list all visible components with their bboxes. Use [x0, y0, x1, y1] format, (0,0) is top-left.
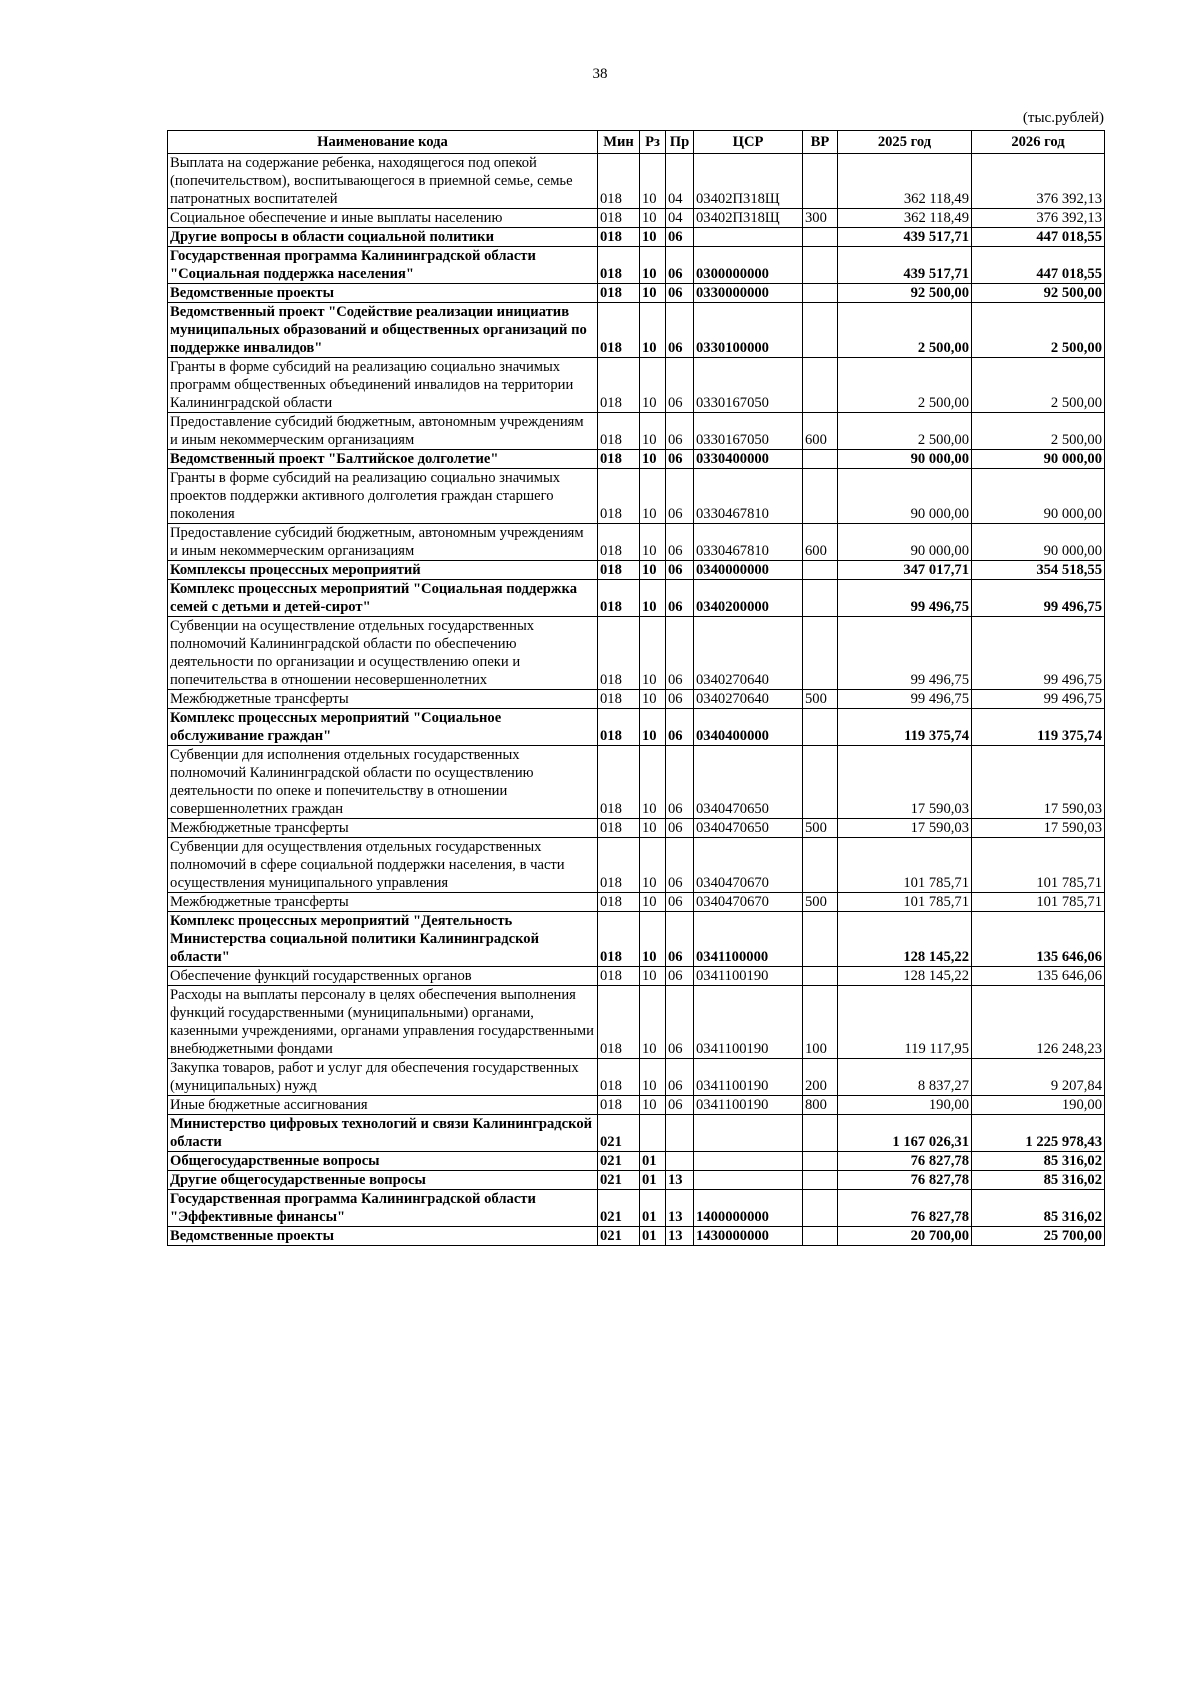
- cell-pr: 13: [666, 1227, 694, 1246]
- cell-2025: 119 375,74: [838, 709, 972, 746]
- cell-vr: [803, 450, 838, 469]
- cell-csr: [694, 228, 803, 247]
- cell-min: 018: [598, 247, 640, 284]
- cell-min: 018: [598, 209, 640, 228]
- cell-min: 018: [598, 617, 640, 690]
- cell-pr: 06: [666, 561, 694, 580]
- cell-2026: 190,00: [972, 1096, 1105, 1115]
- cell-2026: 99 496,75: [972, 690, 1105, 709]
- cell-2026: 92 500,00: [972, 284, 1105, 303]
- cell-2026: 447 018,55: [972, 247, 1105, 284]
- table-row: [168, 154, 1105, 209]
- cell-2026: 135 646,06: [972, 967, 1105, 986]
- cell-2025: 101 785,71: [838, 893, 972, 912]
- cell-csr: 0340200000: [694, 580, 803, 617]
- cell-vr: [803, 838, 838, 893]
- cell-pr: [666, 1115, 694, 1152]
- table-row: [168, 580, 1105, 617]
- cell-rz: 10: [640, 561, 666, 580]
- cell-name: Расходы на выплаты персоналу в целях обеспечения выполнения функций государственными (муниципальными) органами, казенными учреждениями, органами управления государственными внебюджетными фондами: [168, 986, 598, 1059]
- cell-2025: 8 837,27: [838, 1059, 972, 1096]
- header-rz: Рз: [640, 131, 666, 154]
- cell-2026: 101 785,71: [972, 838, 1105, 893]
- table-row: [168, 1059, 1105, 1096]
- cell-csr: 0340270640: [694, 690, 803, 709]
- cell-pr: 06: [666, 893, 694, 912]
- cell-csr: [694, 1152, 803, 1171]
- table-row: [168, 912, 1105, 967]
- cell-pr: 06: [666, 580, 694, 617]
- header-vr: ВР: [803, 131, 838, 154]
- cell-csr: 0340470650: [694, 746, 803, 819]
- cell-pr: 06: [666, 690, 694, 709]
- cell-min: 018: [598, 912, 640, 967]
- cell-2026: 126 248,23: [972, 986, 1105, 1059]
- cell-vr: [803, 746, 838, 819]
- cell-name: Общегосударственные вопросы: [168, 1152, 598, 1171]
- cell-rz: 10: [640, 303, 666, 358]
- table-row: [168, 690, 1105, 709]
- cell-min: 018: [598, 690, 640, 709]
- cell-min: 018: [598, 709, 640, 746]
- table-row: [168, 1227, 1105, 1246]
- cell-vr: [803, 1190, 838, 1227]
- cell-2026: 2 500,00: [972, 303, 1105, 358]
- cell-vr: 800: [803, 1096, 838, 1115]
- cell-csr: 03402П318Щ: [694, 154, 803, 209]
- cell-2025: 190,00: [838, 1096, 972, 1115]
- page-number: 38: [592, 66, 608, 82]
- cell-rz: 10: [640, 746, 666, 819]
- cell-vr: [803, 561, 838, 580]
- table-header-row: [168, 131, 1105, 154]
- cell-rz: 10: [640, 912, 666, 967]
- cell-name: Другие общегосударственные вопросы: [168, 1171, 598, 1190]
- cell-rz: 10: [640, 469, 666, 524]
- cell-rz: 10: [640, 1096, 666, 1115]
- cell-pr: 06: [666, 967, 694, 986]
- cell-rz: 10: [640, 709, 666, 746]
- cell-2026: 2 500,00: [972, 413, 1105, 450]
- table-row: [168, 1115, 1105, 1152]
- cell-vr: 600: [803, 524, 838, 561]
- cell-name: Другие вопросы в области социальной политики: [168, 228, 598, 247]
- cell-2025: 2 500,00: [838, 303, 972, 358]
- cell-min: 021: [598, 1171, 640, 1190]
- cell-2025: 76 827,78: [838, 1190, 972, 1227]
- cell-pr: 06: [666, 819, 694, 838]
- cell-rz: 10: [640, 247, 666, 284]
- cell-vr: [803, 1227, 838, 1246]
- cell-csr: 0330467810: [694, 469, 803, 524]
- cell-vr: 200: [803, 1059, 838, 1096]
- cell-vr: [803, 228, 838, 247]
- cell-rz: 10: [640, 819, 666, 838]
- cell-vr: [803, 303, 838, 358]
- cell-vr: [803, 154, 838, 209]
- cell-csr: 0330100000: [694, 303, 803, 358]
- cell-pr: 06: [666, 838, 694, 893]
- header-min: Мин: [598, 131, 640, 154]
- table-row: [168, 284, 1105, 303]
- cell-2025: 347 017,71: [838, 561, 972, 580]
- cell-rz: [640, 1115, 666, 1152]
- table-row: [168, 709, 1105, 746]
- cell-2026: 99 496,75: [972, 617, 1105, 690]
- cell-2025: 2 500,00: [838, 413, 972, 450]
- table-row: [168, 893, 1105, 912]
- cell-vr: 500: [803, 893, 838, 912]
- cell-csr: 0330167050: [694, 413, 803, 450]
- cell-rz: 10: [640, 209, 666, 228]
- cell-pr: 06: [666, 709, 694, 746]
- cell-2026: 376 392,13: [972, 209, 1105, 228]
- cell-2025: 119 117,95: [838, 986, 972, 1059]
- cell-min: 018: [598, 413, 640, 450]
- cell-rz: 10: [640, 580, 666, 617]
- cell-2025: 76 827,78: [838, 1171, 972, 1190]
- cell-2026: 85 316,02: [972, 1190, 1105, 1227]
- cell-csr: 0341100190: [694, 967, 803, 986]
- cell-2026: 17 590,03: [972, 819, 1105, 838]
- cell-2025: 101 785,71: [838, 838, 972, 893]
- cell-2025: 92 500,00: [838, 284, 972, 303]
- cell-2026: 90 000,00: [972, 469, 1105, 524]
- cell-rz: 10: [640, 986, 666, 1059]
- cell-rz: 10: [640, 154, 666, 209]
- cell-csr: 0330400000: [694, 450, 803, 469]
- cell-2025: 17 590,03: [838, 746, 972, 819]
- cell-2025: 439 517,71: [838, 228, 972, 247]
- cell-pr: 06: [666, 1096, 694, 1115]
- cell-2025: 128 145,22: [838, 967, 972, 986]
- table-row: [168, 469, 1105, 524]
- cell-name: Государственная программа Калининградской области "Эффективные финансы": [168, 1190, 598, 1227]
- cell-vr: 500: [803, 819, 838, 838]
- cell-min: 018: [598, 819, 640, 838]
- cell-min: 018: [598, 1059, 640, 1096]
- table-row: [168, 303, 1105, 358]
- cell-name: Закупка товаров, работ и услуг для обеспечения государственных (муниципальных) нужд: [168, 1059, 598, 1096]
- cell-rz: 10: [640, 967, 666, 986]
- cell-name: Социальное обеспечение и иные выплаты населению: [168, 209, 598, 228]
- cell-min: 018: [598, 746, 640, 819]
- table-row: [168, 819, 1105, 838]
- cell-2026: 25 700,00: [972, 1227, 1105, 1246]
- cell-csr: 1430000000: [694, 1227, 803, 1246]
- table-row: [168, 617, 1105, 690]
- cell-csr: 0341100190: [694, 986, 803, 1059]
- cell-rz: 10: [640, 450, 666, 469]
- cell-vr: 600: [803, 413, 838, 450]
- cell-pr: 06: [666, 284, 694, 303]
- table-row: [168, 838, 1105, 893]
- cell-name: Ведомственные проекты: [168, 1227, 598, 1246]
- cell-csr: 0340270640: [694, 617, 803, 690]
- table-row: [168, 524, 1105, 561]
- cell-min: 018: [598, 284, 640, 303]
- cell-name: Ведомственные проекты: [168, 284, 598, 303]
- cell-min: 018: [598, 986, 640, 1059]
- header-name: Наименование кода: [168, 131, 598, 154]
- cell-name: Межбюджетные трансферты: [168, 819, 598, 838]
- cell-vr: [803, 469, 838, 524]
- cell-min: 021: [598, 1227, 640, 1246]
- cell-vr: [803, 912, 838, 967]
- cell-csr: 1400000000: [694, 1190, 803, 1227]
- cell-rz: 01: [640, 1227, 666, 1246]
- cell-name: Комплекс процессных мероприятий "Социальное обслуживание граждан": [168, 709, 598, 746]
- cell-min: 018: [598, 303, 640, 358]
- cell-name: Субвенции на осуществление отдельных государственных полномочий Калининградской области по обеспечению деятельности по организации и осуществлению опеки и попечительства в отношении несовершеннолетних: [168, 617, 598, 690]
- cell-name: Комплекс процессных мероприятий "Деятельность Министерства социальной политики Калининградской области": [168, 912, 598, 967]
- cell-pr: 06: [666, 247, 694, 284]
- cell-name: Предоставление субсидий бюджетным, автономным учреждениям и иным некоммерческим организациям: [168, 413, 598, 450]
- cell-2025: 1 167 026,31: [838, 1115, 972, 1152]
- cell-csr: 0330000000: [694, 284, 803, 303]
- cell-min: 018: [598, 228, 640, 247]
- cell-min: 018: [598, 358, 640, 413]
- cell-vr: [803, 284, 838, 303]
- cell-name: Обеспечение функций государственных органов: [168, 967, 598, 986]
- cell-pr: 04: [666, 154, 694, 209]
- cell-pr: 13: [666, 1171, 694, 1190]
- cell-pr: 06: [666, 746, 694, 819]
- cell-2025: 90 000,00: [838, 469, 972, 524]
- cell-pr: 06: [666, 358, 694, 413]
- cell-vr: [803, 247, 838, 284]
- cell-csr: 0340400000: [694, 709, 803, 746]
- cell-2026: 447 018,55: [972, 228, 1105, 247]
- cell-csr: 0330167050: [694, 358, 803, 413]
- cell-name: Комплексы процессных мероприятий: [168, 561, 598, 580]
- cell-2026: 17 590,03: [972, 746, 1105, 819]
- header-2026: 2026 год: [972, 131, 1105, 154]
- cell-csr: 0330467810: [694, 524, 803, 561]
- cell-vr: [803, 1115, 838, 1152]
- cell-2026: 119 375,74: [972, 709, 1105, 746]
- header-pr: Пр: [666, 131, 694, 154]
- table-row: [168, 746, 1105, 819]
- cell-min: 018: [598, 524, 640, 561]
- header-2025: 2025 год: [838, 131, 972, 154]
- table-row: [168, 413, 1105, 450]
- table-row: [168, 247, 1105, 284]
- cell-rz: 01: [640, 1190, 666, 1227]
- cell-2026: 85 316,02: [972, 1171, 1105, 1190]
- units-label: (тыс.рублей): [1022, 110, 1104, 126]
- cell-pr: 06: [666, 413, 694, 450]
- table-row: [168, 358, 1105, 413]
- cell-csr: 0341100190: [694, 1096, 803, 1115]
- table-row: [168, 450, 1105, 469]
- cell-2025: 20 700,00: [838, 1227, 972, 1246]
- cell-rz: 10: [640, 284, 666, 303]
- cell-vr: [803, 580, 838, 617]
- cell-2025: 2 500,00: [838, 358, 972, 413]
- table-row: [168, 986, 1105, 1059]
- header-csr: ЦСР: [694, 131, 803, 154]
- cell-2026: 99 496,75: [972, 580, 1105, 617]
- cell-name: Иные бюджетные ассигнования: [168, 1096, 598, 1115]
- cell-min: 021: [598, 1152, 640, 1171]
- cell-min: 018: [598, 154, 640, 209]
- cell-name: Предоставление субсидий бюджетным, автономным учреждениям и иным некоммерческим организациям: [168, 524, 598, 561]
- cell-rz: 10: [640, 228, 666, 247]
- cell-2026: 90 000,00: [972, 450, 1105, 469]
- cell-name: Межбюджетные трансферты: [168, 893, 598, 912]
- cell-name: Выплата на содержание ребенка, находящегося под опекой (попечительством), воспитывающегося в приемной семье, семье патронатных воспитателей: [168, 154, 598, 209]
- cell-csr: 0340470670: [694, 893, 803, 912]
- cell-2025: 362 118,49: [838, 154, 972, 209]
- cell-rz: 10: [640, 1059, 666, 1096]
- cell-rz: 10: [640, 617, 666, 690]
- cell-pr: 06: [666, 986, 694, 1059]
- table-row: [168, 209, 1105, 228]
- cell-vr: 300: [803, 209, 838, 228]
- cell-vr: 100: [803, 986, 838, 1059]
- cell-csr: 03402П318Щ: [694, 209, 803, 228]
- cell-pr: 13: [666, 1190, 694, 1227]
- cell-vr: [803, 617, 838, 690]
- cell-name: Субвенции для исполнения отдельных государственных полномочий Калининградской области по осуществлению деятельности по опеке и попечительству в отношении совершеннолетних граждан: [168, 746, 598, 819]
- cell-min: 018: [598, 450, 640, 469]
- cell-2025: 99 496,75: [838, 617, 972, 690]
- cell-vr: [803, 358, 838, 413]
- cell-name: Межбюджетные трансферты: [168, 690, 598, 709]
- cell-name: Комплекс процессных мероприятий "Социальная поддержка семей с детьми и детей-сирот": [168, 580, 598, 617]
- cell-min: 018: [598, 561, 640, 580]
- cell-2025: 90 000,00: [838, 450, 972, 469]
- cell-2025: 99 496,75: [838, 690, 972, 709]
- budget-table: [167, 130, 1105, 1246]
- table-body: [168, 154, 1105, 1246]
- cell-rz: 10: [640, 524, 666, 561]
- cell-pr: [666, 1152, 694, 1171]
- cell-csr: 0341100000: [694, 912, 803, 967]
- cell-2026: 9 207,84: [972, 1059, 1105, 1096]
- cell-vr: [803, 1152, 838, 1171]
- cell-2026: 354 518,55: [972, 561, 1105, 580]
- cell-rz: 10: [640, 690, 666, 709]
- cell-min: 018: [598, 893, 640, 912]
- cell-name: Гранты в форме субсидий на реализацию социально значимых программ общественных объединений инвалидов на территории Калининградской области: [168, 358, 598, 413]
- table-row: [168, 1096, 1105, 1115]
- cell-pr: 06: [666, 303, 694, 358]
- cell-name: Министерство цифровых технологий и связи Калининградской области: [168, 1115, 598, 1152]
- cell-vr: [803, 709, 838, 746]
- cell-csr: 0300000000: [694, 247, 803, 284]
- cell-pr: 06: [666, 912, 694, 967]
- cell-name: Ведомственный проект "Балтийское долголетие": [168, 450, 598, 469]
- cell-pr: 06: [666, 524, 694, 561]
- cell-pr: 04: [666, 209, 694, 228]
- cell-vr: [803, 967, 838, 986]
- cell-2025: 76 827,78: [838, 1152, 972, 1171]
- cell-pr: 06: [666, 228, 694, 247]
- cell-rz: 01: [640, 1152, 666, 1171]
- cell-2026: 2 500,00: [972, 358, 1105, 413]
- cell-2026: 376 392,13: [972, 154, 1105, 209]
- cell-2025: 439 517,71: [838, 247, 972, 284]
- table-row: [168, 1190, 1105, 1227]
- cell-min: 021: [598, 1115, 640, 1152]
- cell-2026: 1 225 978,43: [972, 1115, 1105, 1152]
- cell-pr: 06: [666, 469, 694, 524]
- cell-2026: 101 785,71: [972, 893, 1105, 912]
- table-row: [168, 228, 1105, 247]
- cell-rz: 10: [640, 893, 666, 912]
- cell-min: 018: [598, 469, 640, 524]
- cell-vr: [803, 1171, 838, 1190]
- cell-csr: 0340470650: [694, 819, 803, 838]
- table-row: [168, 967, 1105, 986]
- cell-csr: 0341100190: [694, 1059, 803, 1096]
- cell-pr: 06: [666, 1059, 694, 1096]
- cell-csr: [694, 1115, 803, 1152]
- cell-min: 018: [598, 838, 640, 893]
- cell-rz: 10: [640, 838, 666, 893]
- cell-rz: 01: [640, 1171, 666, 1190]
- cell-name: Государственная программа Калининградской области "Социальная поддержка населения": [168, 247, 598, 284]
- cell-name: Ведомственный проект "Содействие реализации инициатив муниципальных образований и общественных организаций по поддержке инвалидов": [168, 303, 598, 358]
- cell-csr: 0340470670: [694, 838, 803, 893]
- table-row: [168, 1152, 1105, 1171]
- cell-min: 021: [598, 1190, 640, 1227]
- table-row: [168, 561, 1105, 580]
- cell-2026: 90 000,00: [972, 524, 1105, 561]
- cell-2025: 128 145,22: [838, 912, 972, 967]
- cell-csr: 0340000000: [694, 561, 803, 580]
- cell-vr: 500: [803, 690, 838, 709]
- cell-min: 018: [598, 1096, 640, 1115]
- cell-2025: 99 496,75: [838, 580, 972, 617]
- cell-2025: 362 118,49: [838, 209, 972, 228]
- cell-rz: 10: [640, 358, 666, 413]
- cell-min: 018: [598, 967, 640, 986]
- cell-2026: 85 316,02: [972, 1152, 1105, 1171]
- cell-2025: 17 590,03: [838, 819, 972, 838]
- cell-name: Субвенции для осуществления отдельных государственных полномочий в сфере социальной поддержки населения, в части осуществления муниципального управления: [168, 838, 598, 893]
- cell-name: Гранты в форме субсидий на реализацию социально значимых проектов поддержки активного долголетия граждан старшего поколения: [168, 469, 598, 524]
- cell-pr: 06: [666, 450, 694, 469]
- cell-csr: [694, 1171, 803, 1190]
- cell-pr: 06: [666, 617, 694, 690]
- cell-2025: 90 000,00: [838, 524, 972, 561]
- cell-min: 018: [598, 580, 640, 617]
- cell-2026: 135 646,06: [972, 912, 1105, 967]
- table-row: [168, 1171, 1105, 1190]
- cell-rz: 10: [640, 413, 666, 450]
